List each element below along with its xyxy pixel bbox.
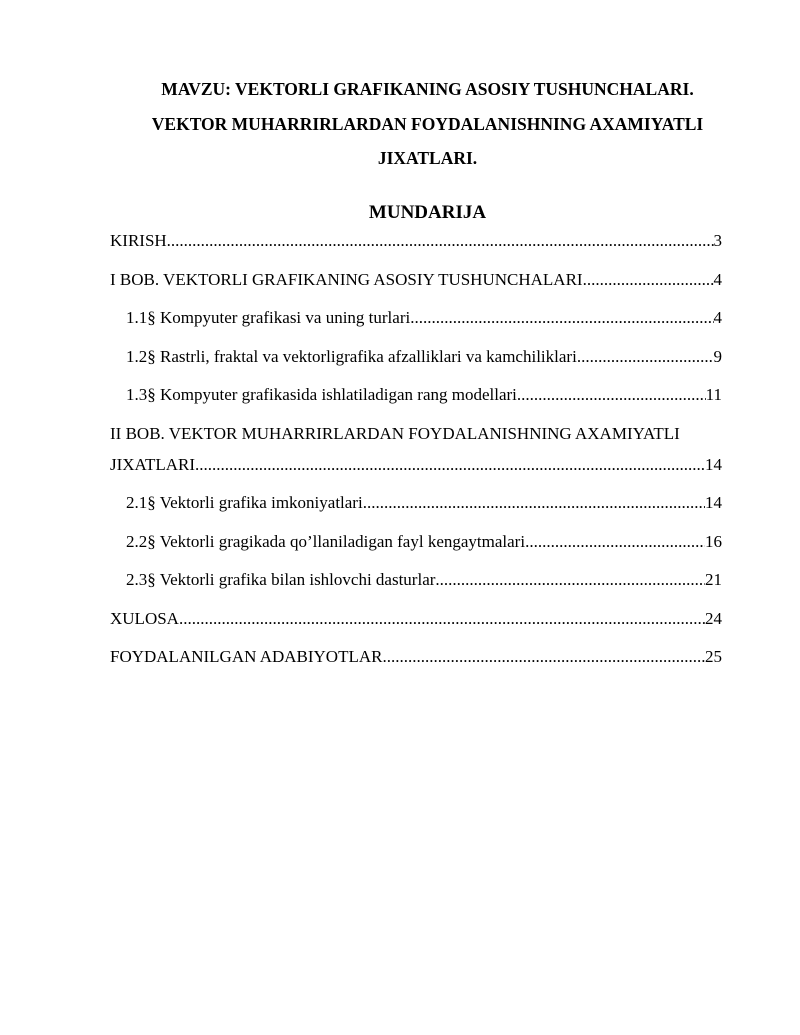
toc-leader-dots (195, 450, 705, 480)
toc-entry-2-3[interactable] (110, 565, 722, 604)
toc-entry-page: 24 (705, 608, 722, 628)
toc-entry-page: 4 (713, 308, 722, 327)
toc-entry-page: 14 (705, 493, 722, 512)
toc-entry-page: 4 (713, 269, 722, 289)
toc-entry-1-3[interactable] (110, 380, 722, 419)
toc-leader-dots (179, 604, 705, 634)
toc-entry-2-2[interactable] (110, 527, 722, 566)
toc-entry-label: 1.3§ Kompyuter grafikasida ishlatiladigan rang modellari (126, 385, 517, 404)
toc-entry-label: 1.2§ Rastrli, fraktal va vektorligrafika afzalliklari va kamchiliklari (126, 346, 577, 366)
toc-entry-page: 25 (705, 647, 722, 666)
toc-entry-1-2[interactable] (110, 342, 722, 381)
title-line: MAVZU: VEKTORLI GRAFIKANING ASOSIY TUSHUNCHALARI. (161, 79, 694, 99)
toc-entry-page: 21 (705, 570, 722, 589)
toc-entry-label: KIRISH (110, 231, 167, 250)
toc-leader-dots (363, 488, 705, 518)
toc-leader-dots (382, 642, 705, 672)
title-line: VEKTOR MUHARRIRLARDAN FOYDALANISHNING AXAMIYATLI (151, 113, 704, 134)
toc-entry-chapter-1[interactable] (110, 265, 722, 304)
toc-entry-references[interactable] (110, 642, 722, 681)
toc-entry-xulosa[interactable] (110, 604, 722, 643)
toc-leader-dots (410, 303, 713, 333)
toc-entry-chapter-2[interactable] (110, 450, 722, 489)
toc-entry-label: I BOB. VEKTORLI GRAFIKANING ASOSIY TUSHUNCHALARI (110, 269, 583, 289)
toc-entry-page: 16 (705, 531, 722, 551)
toc-leader-dots (167, 226, 714, 256)
toc-entry-label: 2.2§ Vektorli gragikada qo’llaniladigan fayl kengaytmalari (126, 531, 526, 551)
toc-entry-kirish[interactable] (110, 226, 722, 265)
toc-entry-label: II BOB. VEKTOR MUHARRIRLARDAN FOYDALANISHNING AXAMIYATLI (110, 423, 680, 443)
toc-entry-label: XULOSA (110, 608, 179, 628)
toc-entry-label: 2.1§ Vektorli grafika imkoniyatlari (126, 493, 363, 512)
toc-entry-label: FOYDALANILGAN ADABIYOTLAR (110, 647, 383, 666)
table-of-contents (110, 226, 722, 681)
toc-entry-2-1[interactable] (110, 488, 722, 527)
toc-heading: MUNDARIJA (368, 202, 487, 223)
toc-entry-label: 1.1§ Kompyuter grafikasi va uning turlari (126, 308, 411, 327)
toc-entry-chapter-2-line1[interactable] (110, 419, 722, 450)
toc-entry-page: 14 (705, 454, 722, 474)
toc-entry-page: 11 (705, 385, 722, 404)
toc-leader-dots (517, 380, 706, 410)
title-line: JIXATLARI. (377, 148, 478, 168)
toc-entry-page: 9 (713, 346, 722, 366)
toc-entry-page: 3 (713, 231, 722, 250)
toc-leader-dots (577, 342, 714, 372)
toc-entry-label: 2.3§ Vektorli grafika bilan ishlovchi dasturlar (126, 570, 436, 589)
toc-entry-label: JIXATLARI (110, 454, 195, 474)
toc-leader-dots (583, 265, 714, 295)
toc-leader-dots (435, 565, 705, 595)
toc-leader-dots (525, 527, 705, 557)
document-title (110, 72, 745, 176)
toc-entry-1-1[interactable] (110, 303, 722, 342)
